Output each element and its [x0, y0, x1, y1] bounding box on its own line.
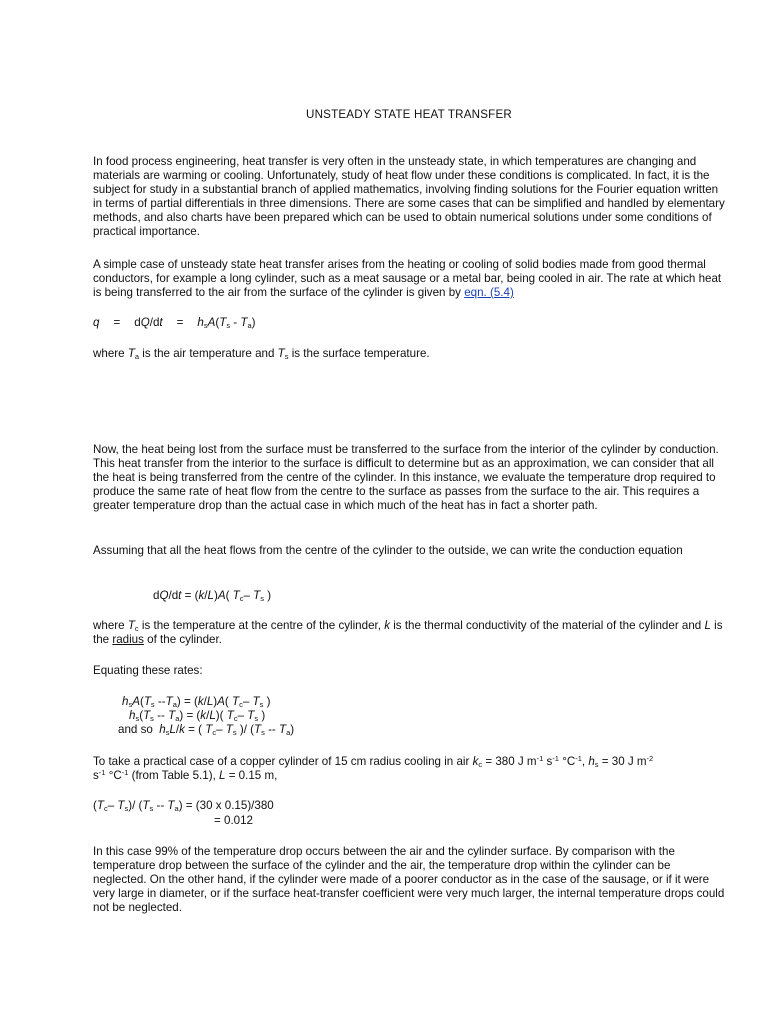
equation-ratio-2: = 0.012 [214, 814, 254, 827]
where-temperatures: where $T_a$ is the air temperature and $T_s$ is the surface temperature. [93, 347, 430, 361]
where-conductivity: where $T_c$ is the temperature at the centre of the cylinder, k is the thermal conductivity of the material of the cylinder and L is the radius of the cylinder. [93, 619, 723, 646]
page-title: UNSTEADY STATE HEAT TRANSFER [306, 108, 512, 121]
practical-case-paragraph: To take a practical case of a copper cylinder of 15 cm radius cooling in air $k_c = 380$ J $m^{-1}$ $s^{-1}$ $^\circ C^{-1}$, $h_s = 30$ J $m^{-2}$ $s^{-1}$ $^\circ C^{-1}$ (from Table 5.1), L = 0.15 m, [93, 754, 654, 782]
equation-conduction: dQ/dt = (k/L)A( $T_c-$ $T_s$ ) [153, 589, 272, 603]
eqn-5-4-link[interactable]: eqn. (5.4) [464, 285, 514, 299]
conduction-paragraph: Now, the heat being lost from the surface must be transferred to the surface from the interior of the cylinder by conduction. This heat transfer from the interior to the surface is difficult to determine but as an approximation, we can consider that all the heat is being transferred from the centre of the cylinder. In this instance, we evaluate the temperature drop required to produce the same rate of heat flow from the centre to the surface as passes from the surface to the air. This requires a greater temperature drop than the actual case in which much of the heat has in fact a shorter path. [93, 443, 719, 512]
assumption-paragraph: Assuming that all the heat flows from the centre of the cylinder to the outside, we can write the conduction equation [93, 544, 683, 557]
radius-term: radius [112, 632, 144, 646]
equation-equating-2: $h_s(T_s -- T_a) = (k/L)$( $T_c-$ $T_s$ ) [129, 709, 266, 723]
equation-equating-3: and so $h_sL/k$ = ( $T_c-$ $T_s$ )/ $(T_s -- T_a)$ [118, 723, 295, 737]
conclusion-paragraph: In this case 99% of the temperature drop occurs between the air and the cylinder surface. By comparison with the temperature drop between the surface of the cylinder and the air, the temperature drop within the cylinder can be neglected. On the other hand, if the cylinder were made of a poorer conductor as in the case of the sausage, or if it were very large in diameter, or if the surface heat-transfer coefficient were very much larger, the internal temperature drops could not be neglected. [93, 845, 725, 914]
equating-label: Equating these rates: [93, 664, 203, 677]
cylinder-paragraph-text: A simple case of unsteady state heat transfer arises from the heating or cooling of solid bodies made from good thermal conductors, for example a long cylinder, such as a meat sausage or a metal bar, being cooled in air. The rate at which heat is being transferred to the air from the surface of the cylinder is given by [93, 258, 722, 299]
intro-paragraph: In food process engineering, heat transfer is very often in the unsteady state, in which temperatures are changing and materials are warming or cooling. Unfortunately, study of heat flow under these conditions is complicated. In fact, it is the subject for study in a substantial branch of applied mathematics, involving finding solutions for the Fourier equation written in terms of partial differentials in three dimensions. There are some cases that can be simplified and handled by elementary methods, and also charts have been prepared which can be used to obtain numerical solutions under some conditions of practical importance. [93, 155, 725, 238]
equation-equating-1: $h_sA(T_s$ $--T_a) = (k/L)A$( $T_c-$ $T_s$ ) [122, 695, 271, 709]
cylinder-paragraph [93, 258, 725, 300]
equation-heat-rate: $q = dQ/dt = h_sA(T_s - T_a)$ [93, 316, 256, 330]
equation-ratio-1: ($T_c-$ $T_s)/$ $(T_s -- T_a) = (30$ x 0.15)/380 [93, 799, 274, 813]
